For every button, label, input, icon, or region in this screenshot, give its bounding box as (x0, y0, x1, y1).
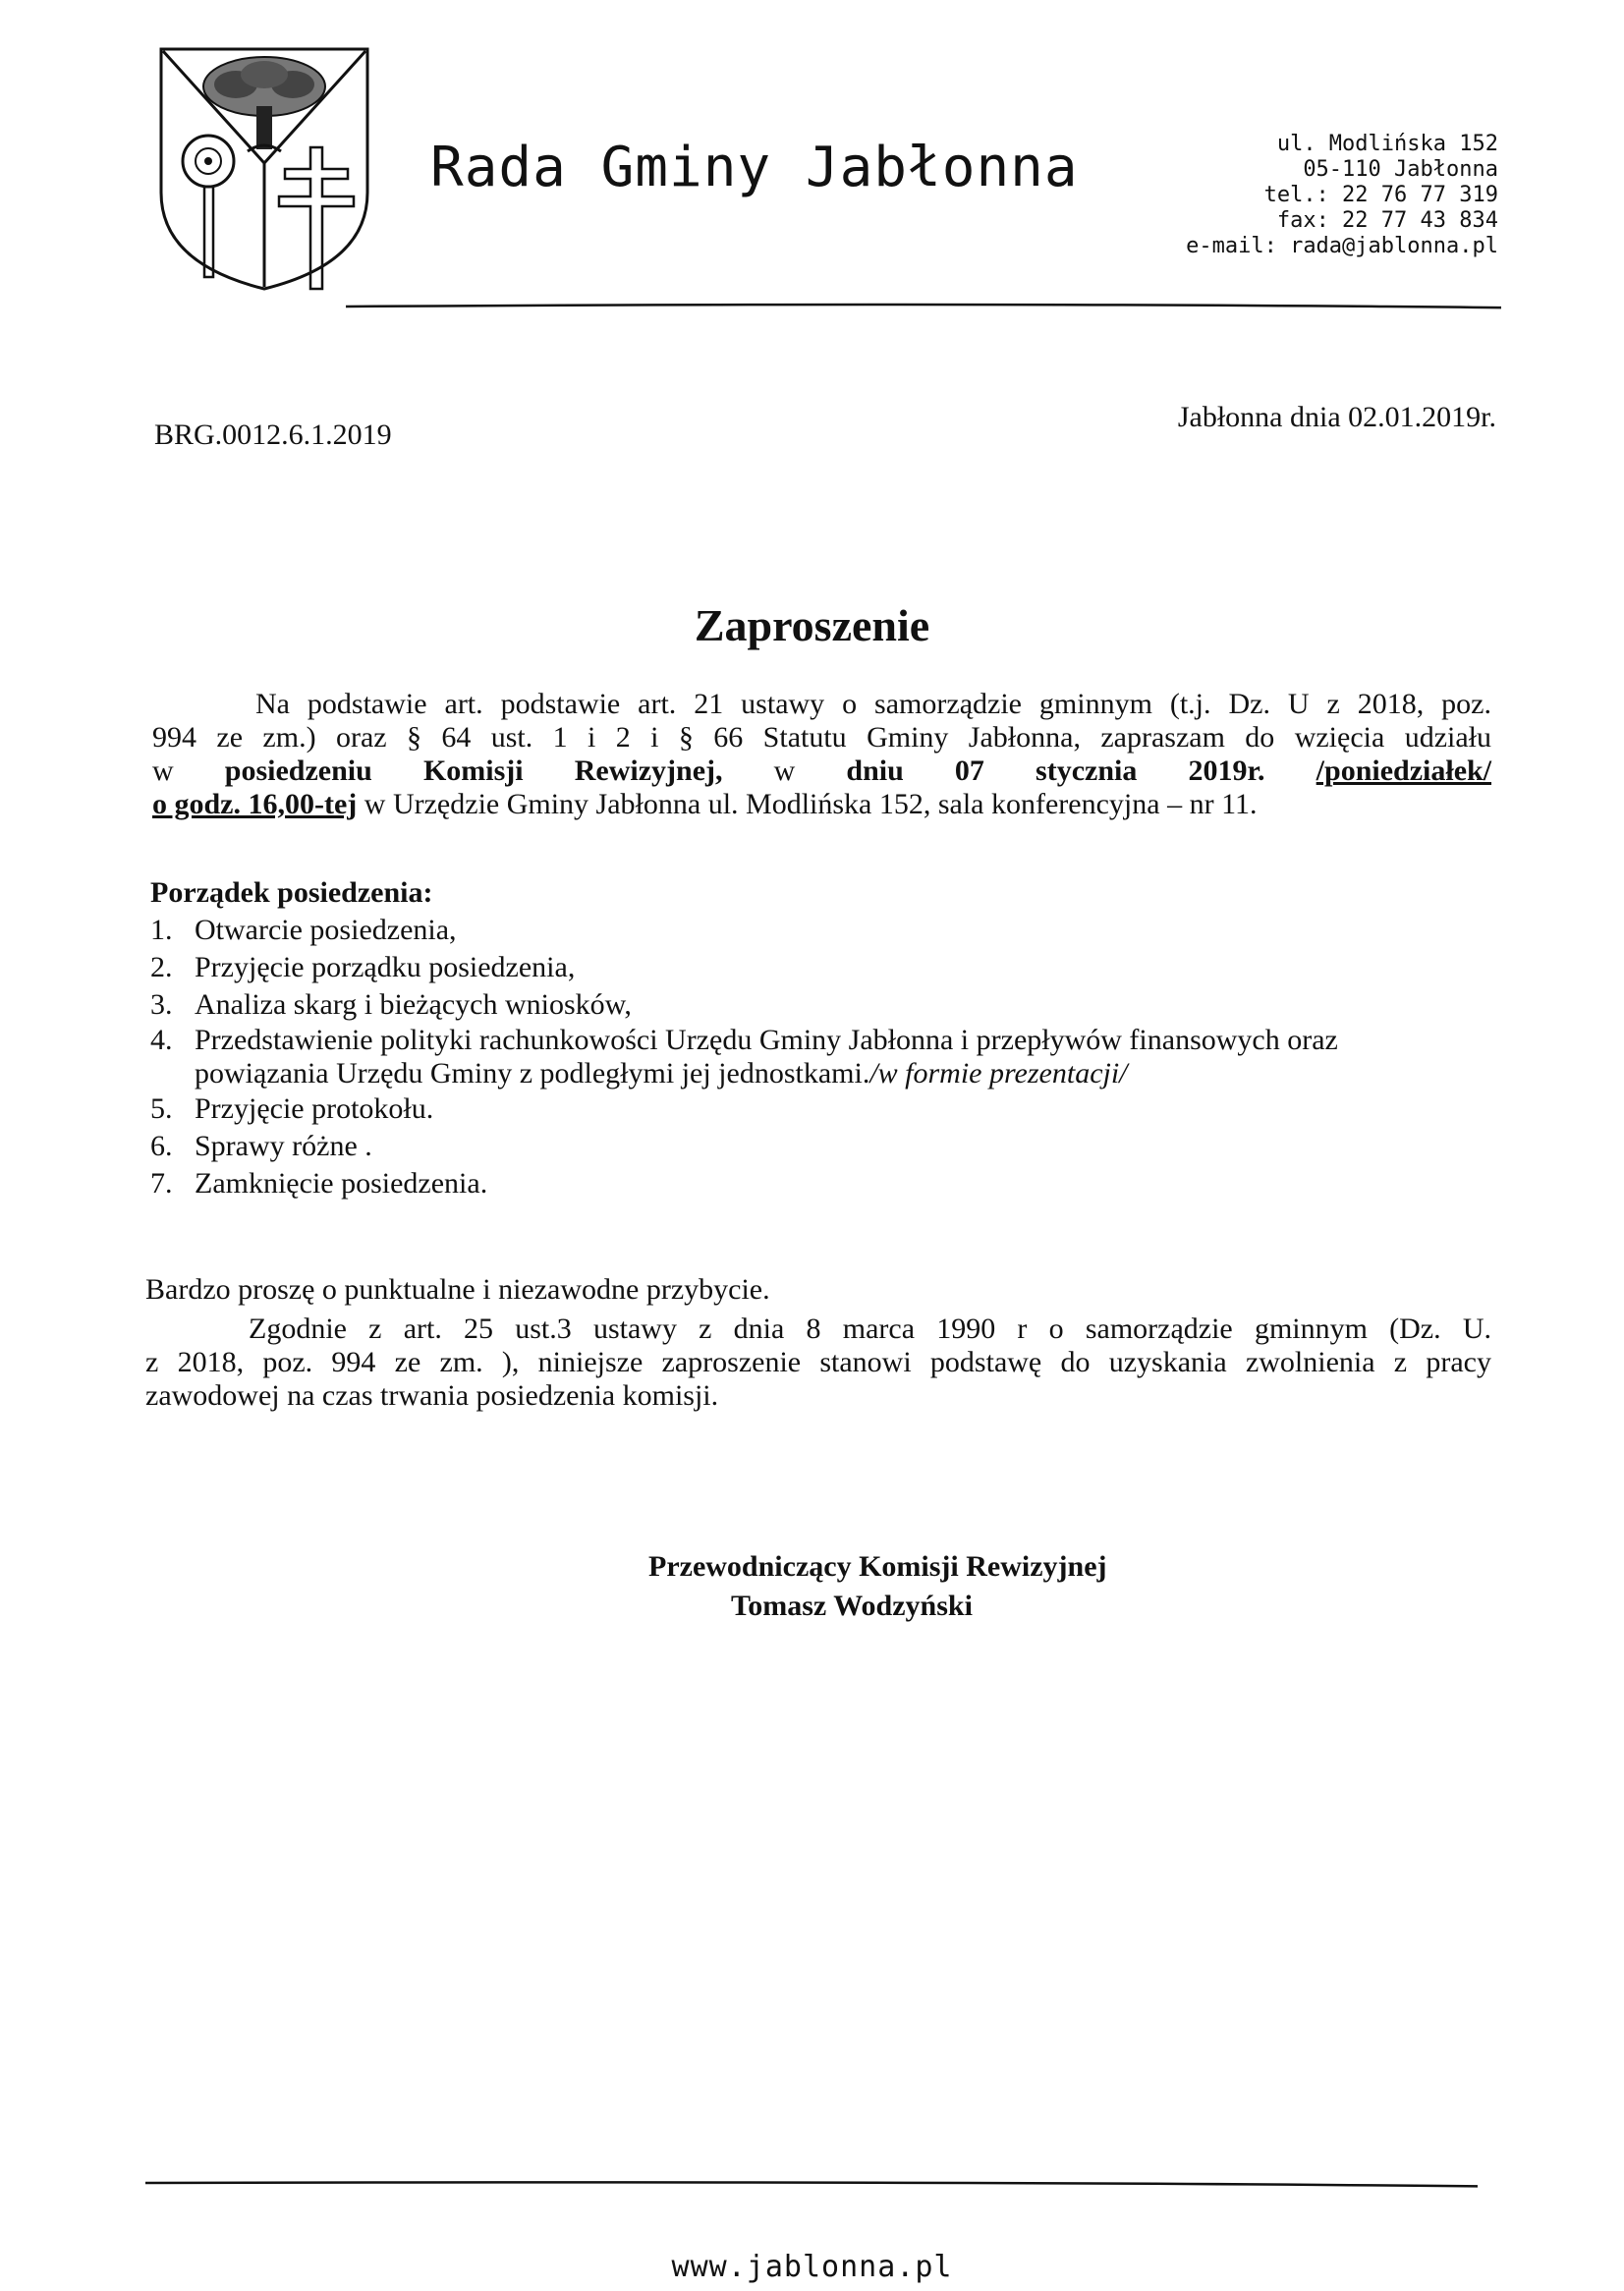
agenda-item-number: 5. (150, 1092, 173, 1125)
agenda-heading: Porządek posiedzenia: (150, 876, 433, 909)
signatory-role: Przewodniczący Komisji Rewizyjnej (648, 1550, 1107, 1583)
date-line: Jabłonna dnia 02.01.2019r. (1177, 401, 1496, 433)
agenda-item-text-continued: powiązania Urzędu Gminy z podległymi jej jednostkami. (195, 1057, 870, 1090)
header-divider (346, 299, 1501, 318)
reference-number: BRG.0012.6.1.2019 (154, 419, 392, 451)
agenda-item (150, 1165, 1496, 1202)
intro-line-3 (152, 754, 1491, 788)
closing-request: Bardzo proszę o punktualne i niezawodne przybycie. (145, 1273, 770, 1306)
agenda-item-text: Przyjęcie porządku posiedzenia, (195, 951, 576, 983)
agenda-item (150, 1090, 1496, 1128)
meeting-time: o godz. 16,00-tej (152, 788, 358, 820)
coat-of-arms-emblem (157, 45, 371, 293)
legal-line-2: z 2018, poz. 994 ze zm. ), niniejsze zaproszenie stanowi podstawę do uzyskania zwolnienia z pracy (145, 1346, 1491, 1378)
agenda-item-number: 7. (150, 1167, 173, 1200)
intro-line-2: 994 ze zm.) oraz § 64 ust. 1 i 2 i § 66 Statutu Gminy Jabłonna, zapraszam do wzięcia udziału (152, 721, 1491, 754)
meeting-committee: posiedzeniu Komisji Rewizyjnej, (224, 754, 723, 787)
signature-block (648, 1547, 1107, 1626)
agenda-item-text: Otwarcie posiedzenia, (195, 914, 457, 946)
agenda-item-text: Analiza skarg i bieżących wniosków, (195, 988, 632, 1021)
meeting-date: dniu 07 stycznia 2019r. (846, 754, 1265, 787)
intro-line-1: Na podstawie art. podstawie art. 21 ustawy o samorządzie gminnym (t.j. Dz. U z 2018, poz. (255, 688, 1491, 720)
address-street: ul. Modlińska 152 (1276, 132, 1498, 156)
intro-paragraph (152, 688, 1491, 821)
signatory-name: Tomasz Wodzyński (731, 1590, 973, 1622)
legal-paragraph (145, 1313, 1491, 1413)
agenda-item (150, 912, 1496, 949)
agenda-item-number: 4. (150, 1024, 173, 1056)
address-postal: 05-110 Jabłonna (1303, 157, 1498, 182)
contact-block (1186, 132, 1498, 259)
agenda-item (150, 949, 1496, 986)
intro-line-4 (152, 788, 1491, 821)
intro-text: w (773, 754, 796, 787)
agenda-item-number: 6. (150, 1130, 173, 1162)
intro-text: w (152, 754, 174, 787)
website-link[interactable]: www.jablonna.pl (671, 2250, 953, 2284)
agenda-item-text: Przedstawienie polityki rachunkowości Urzędu Gminy Jabłonna i przepływów finansowych oraz (195, 1024, 1338, 1056)
agenda-item-number: 3. (150, 988, 173, 1021)
fax-number: fax: 22 77 43 834 (1276, 208, 1498, 233)
email-address: e-mail: rada@jablonna.pl (1186, 234, 1498, 258)
meeting-weekday: /poniedziałek/ (1316, 754, 1492, 787)
document-title: Zaproszenie (694, 600, 930, 650)
phone-number: tel.: 22 76 77 319 (1263, 183, 1498, 207)
legal-line-1: Zgodnie z art. 25 ust.3 ustawy z dnia 8 marca 1990 r o samorządzie gminnym (Dz. U. (249, 1313, 1491, 1345)
council-name: Rada Gminy Jabłonna (430, 136, 1079, 199)
agenda-item (150, 1024, 1496, 1090)
agenda-item-text: Przyjęcie protokołu. (195, 1092, 434, 1125)
agenda-item (150, 986, 1496, 1024)
agenda-item-note: /w formie prezentacji/ (869, 1057, 1128, 1090)
agenda-item (150, 1128, 1496, 1165)
footer-divider (145, 2177, 1478, 2195)
agenda-list (150, 912, 1496, 1202)
meeting-location: w Urzędzie Gminy Jabłonna ul. Modlińska 152, sala konferencyjna – nr 11. (364, 788, 1258, 820)
agenda-item-number: 2. (150, 951, 173, 983)
legal-line-3: zawodowej na czas trwania posiedzenia komisji. (145, 1379, 719, 1412)
agenda-item-text: Zamknięcie posiedzenia. (195, 1167, 488, 1200)
agenda-item-text: Sprawy różne . (195, 1130, 372, 1162)
agenda-item-number: 1. (150, 914, 173, 946)
